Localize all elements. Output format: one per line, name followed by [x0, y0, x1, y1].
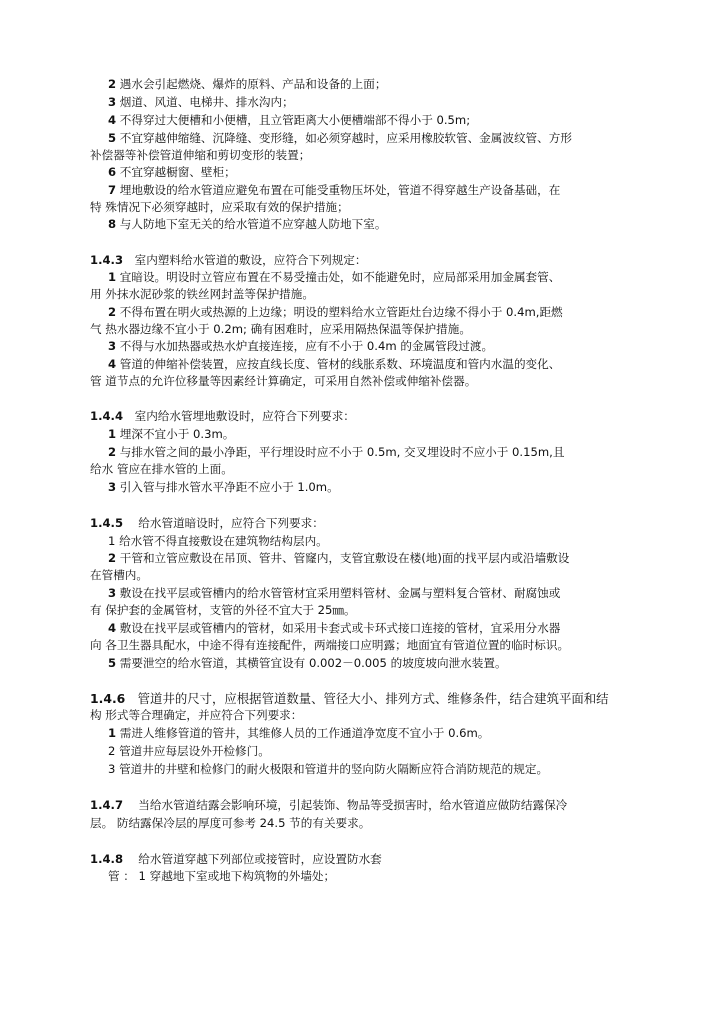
item-number: 4 [108, 113, 117, 127]
item-text: 需要泄空的给水管道，其横管宜设有 0.002－0.005 的坡度坡向泄水装置。 [116, 656, 507, 670]
section-text: 管道井的尺寸，应根据管道数量、管径大小、排列方式、维修条件，结合建筑平面和结 [125, 691, 609, 706]
section-heading [90, 515, 638, 532]
item-number: 4 [108, 621, 117, 635]
list-item [108, 164, 656, 181]
list-item [108, 725, 656, 742]
item-text: 敷设在找平层或管槽内的给水管管材宜采用塑料管材、金属与塑料复合管材、耐腐蚀或 [116, 586, 561, 600]
item-text: 遇水会引起燃烧、爆炸的原料、产品和设备的上面； [116, 77, 387, 91]
item-number: 2 [108, 305, 117, 319]
item-text: 与排水管之间的最小净距，平行埋设时应不小于 0.5m, 交叉埋设时不应小于 0.15m,且 [116, 445, 565, 459]
section-heading [90, 252, 638, 269]
list-item-continuation: 管 道节点的允许位移量等因素经计算确定，可采用自然补偿或伸缩补偿器。 [90, 374, 477, 388]
section-text: 给水管道穿越下列部位或接管时，应设置防水套 [123, 852, 382, 866]
list-item [108, 479, 656, 496]
item-number: 3 [108, 339, 117, 353]
list-item [108, 620, 656, 637]
list-item [108, 743, 656, 760]
section-text: 室内给水管埋地敷设时，应符合下列要求： [123, 409, 355, 423]
list-item [108, 269, 656, 286]
item-text: 干管和立管应敷设在吊顶、管井、管窿内，支管宜敷设在楼(地)面的找平层内或沿墙敷设 [116, 551, 570, 565]
section-continuation: 构 形式等合理确定，并应符合下列要求： [90, 708, 303, 722]
item-text: 宜暗设。明设时立管应布置在不易受撞击处，如不能避免时，应局部采用加金属套管、 [116, 270, 561, 284]
list-item [108, 426, 656, 443]
item-number: 1 [108, 270, 117, 284]
item-text: 不宜穿越橱窗、壁柜； [116, 165, 236, 179]
item-text: 管道的伸缩补偿装置，应按直线长度、管材的线胀系数、环境温度和管内水温的变化、 [116, 357, 561, 371]
item-text: 不得布置在明火或热源的上边缘；明设的塑料给水立管距灶台边缘不得小于 0.4m,距燃 [116, 305, 563, 319]
list-item [108, 304, 656, 321]
list-item [108, 356, 656, 373]
section-heading [90, 408, 638, 425]
list-item [108, 761, 656, 778]
section-heading [90, 797, 638, 814]
item-number: 8 [108, 217, 117, 231]
item-text: 管道井应每层设外开检修门。 [115, 744, 270, 758]
section-number: 1.4.3 [90, 253, 124, 267]
item-number: 3 [108, 480, 117, 494]
item-text: 管道井的井壁和检修门的耐火极限和管道井的竖向防火隔断应符合消防规范的规定。 [115, 762, 549, 776]
list-item [108, 655, 656, 672]
list-item-continuation: 向 各卫生器具配水，中途不得有连接配件，两端接口应明露；地面宜有管道位置的临时标识。 [90, 638, 570, 652]
list-item-continuation: 特 殊情况下必须穿越时，应采取有效的保护措施； [90, 200, 349, 214]
list-item [108, 216, 656, 233]
item-text: 给水管不得直接敷设在建筑物结构层内。 [115, 534, 328, 548]
section-heading [90, 851, 638, 868]
list-item-continuation: 补偿器等补偿管道伸缩和剪切变形的装置； [90, 148, 311, 162]
list-item [108, 130, 656, 147]
item-text: 烟道、风道、电梯井、排水沟内； [116, 95, 294, 109]
list-item [108, 76, 656, 93]
item-number: 2 [108, 77, 117, 91]
section-number: 1.4.7 [90, 798, 124, 812]
list-item-continuation: 用 外抹水泥砂浆的铁丝网封盖等保护措施。 [90, 287, 314, 301]
item-number: 4 [108, 357, 117, 371]
item-text: 不得穿过大便槽和小便槽，且立管距离大小便槽端部不得小于 0.5m; [116, 113, 471, 127]
item-number: 2 [108, 445, 117, 459]
item-number: 3 [108, 95, 117, 109]
item-number: 1 [108, 534, 116, 548]
item-number: 3 [108, 586, 117, 600]
section-number: 1.4.4 [90, 409, 124, 423]
item-text: 埋深不宜小于 0.3m。 [116, 427, 235, 441]
item-number: 6 [108, 165, 117, 179]
list-item-continuation: 气 热水器边缘不宜小于 0.2m; 确有困难时，应采用隔热保温等保护措施。 [90, 322, 471, 336]
list-item [108, 444, 656, 461]
item-number: 5 [108, 131, 117, 145]
section-text: 给水管道暗设时，应符合下列要求： [123, 516, 324, 530]
item-text: 不宜穿越伸缩缝、沉降缝、变形缝，如必须穿越时，应采用橡胶软管、金属波纹管、方形 [116, 131, 572, 145]
list-item-continuation: 有 保护套的金属管材，支管的外径不宜大于 25㎜。 [90, 603, 356, 617]
list-item [108, 550, 656, 567]
section-text: 室内塑料给水管道的敷设，应符合下列规定： [123, 253, 367, 267]
item-number: 2 [108, 551, 117, 565]
item-text: 需进人维修管道的管井，其维修人员的工作通道净宽度不宜小于 0.6m。 [116, 726, 490, 740]
section-heading [90, 690, 638, 707]
list-item [108, 585, 656, 602]
section-text: 当给水管道结露会影响环境，引起装饰、物品等受损害时，给水管道应做防结露保冷 [123, 798, 568, 812]
list-item [108, 112, 656, 129]
item-number: 1 [108, 726, 117, 740]
item-text: 与人防地下室无关的给水管道不应穿越人防地下室。 [116, 217, 387, 231]
section-number: 1.4.8 [90, 852, 124, 866]
list-item [108, 94, 656, 111]
item-text: 引入管与排水管水平净距不应小于 1.0m。 [116, 480, 339, 494]
list-item-continuation: 给水 管应在排水管的上面。 [90, 462, 233, 476]
item-number: 1 [108, 427, 117, 441]
item-number: 5 [108, 656, 117, 670]
section-number: 1.4.6 [90, 691, 126, 706]
item-text: 敷设在找平层或管槽内的管材，如采用卡套式或卡环式接口连接的管材，宜采用分水器 [116, 621, 561, 635]
item-number: 2 [108, 744, 116, 758]
item-number: 3 [108, 762, 116, 776]
list-item [108, 533, 656, 550]
item-text: 不得与水加热器或热水炉直接连接，应有不小于 0.4m 的金属管段过渡。 [116, 339, 494, 353]
section-continuation: 管 ： 1 穿越地下室或地下构筑物的外墙处； [108, 869, 336, 883]
list-item [108, 182, 656, 199]
list-item-continuation: 在管槽内。 [90, 568, 148, 582]
section-number: 1.4.5 [90, 516, 124, 530]
item-number: 7 [108, 183, 117, 197]
item-text: 埋地敷设的给水管道应避免布置在可能受重物压坏处，管道不得穿越生产设备基础，在 [116, 183, 561, 197]
section-continuation: 层。 防结露保冷层的厚度可参考 24.5 节的有关要求。 [90, 816, 371, 830]
list-item [108, 338, 656, 355]
